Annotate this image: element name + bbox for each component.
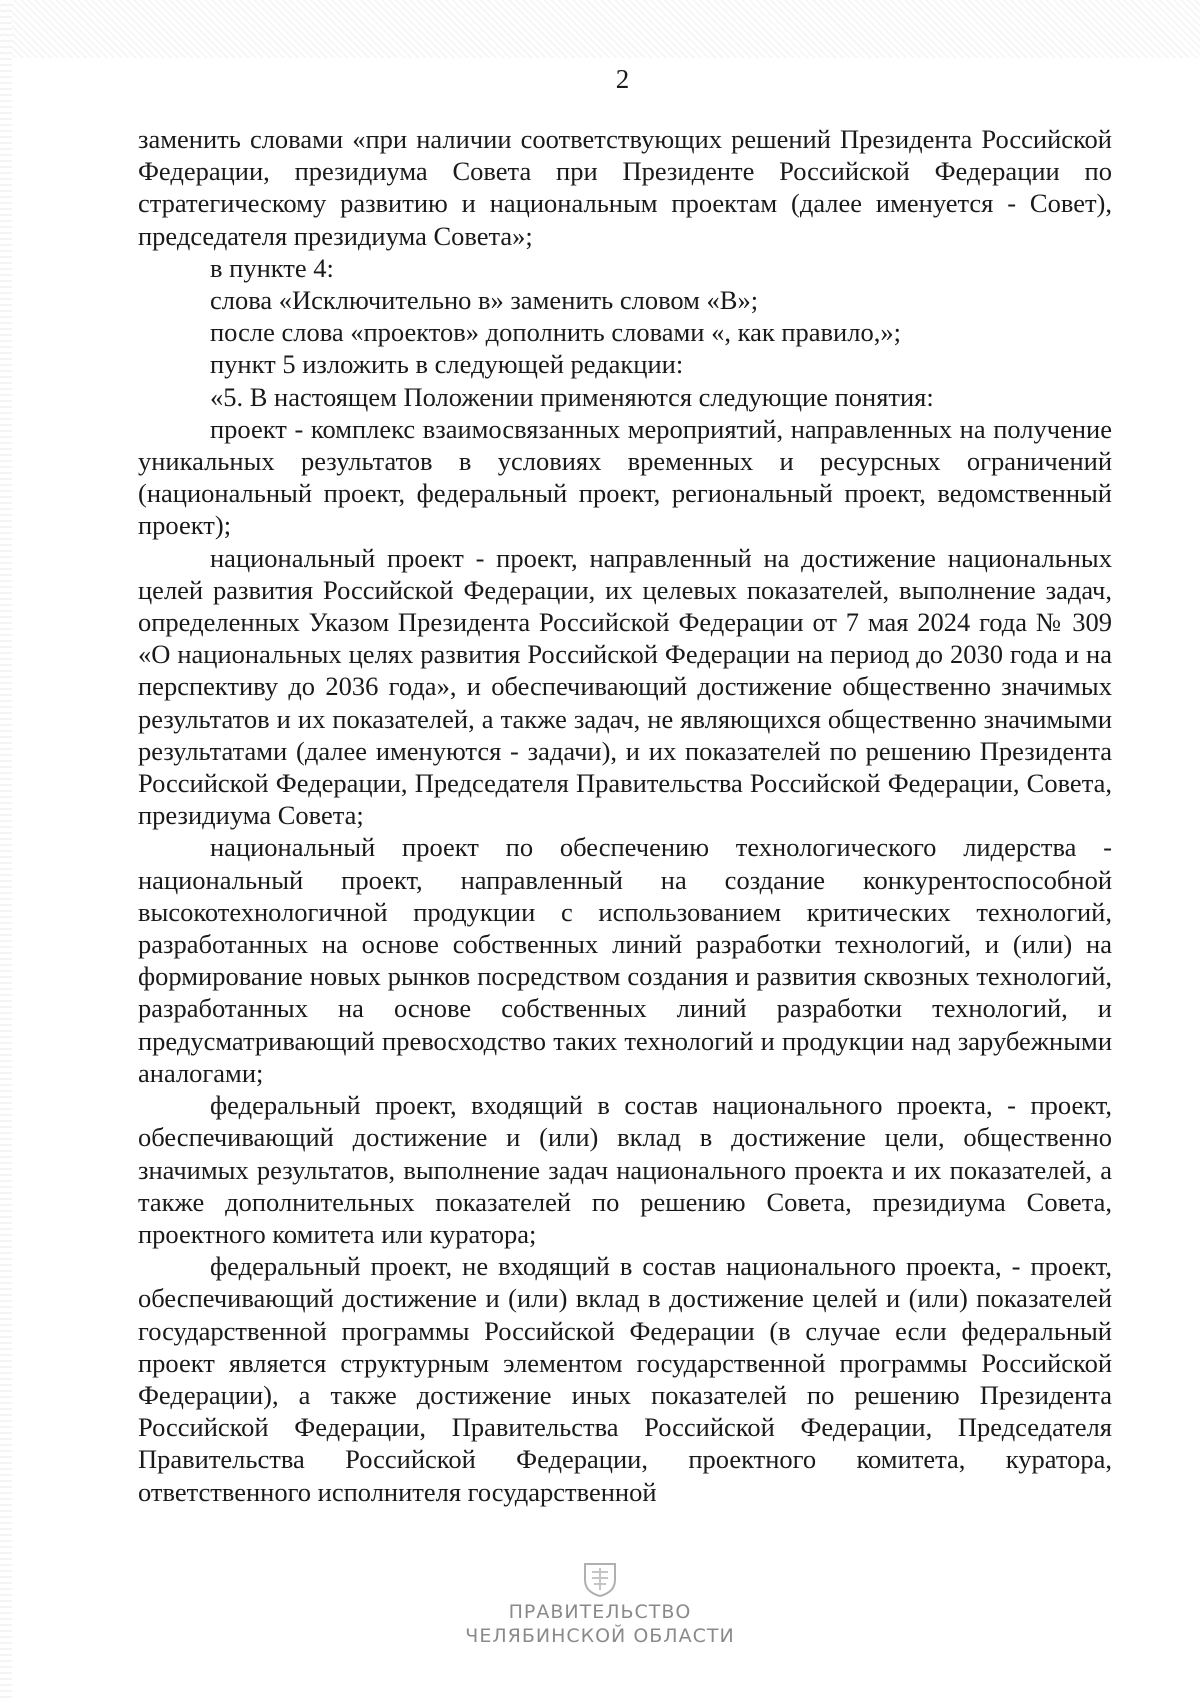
government-stamp	[0, 1558, 1200, 1648]
paragraph: «5. В настоящем Положении применяются следующие понятия:	[210, 381, 934, 412]
scan-edge-left	[0, 0, 12, 1698]
paragraph: национальный проект - проект, направленный на достижение национальных целей развития Российской Федерации, их целевых показателей, выполнение задач, определенных Указом Президента Российской Федерации от 7 мая 2024 года № 309 «О национальных целях развития Российской Федерации на период до 2030 года и на перспективу до 2036 года», и обеспечивающий достижение общественно значимых результатов и их показателей, а также задач, не являющихся общественно значимыми результатами (далее именуются - задачи), и их показателей по решению Президента Российской Федерации, Председателя Правительства Российской Федерации, Совета, президиума Совета;	[138, 542, 1112, 831]
paragraph: пункт 5 изложить в следующей редакции:	[210, 349, 684, 380]
paragraph: слова «Исключительно в» заменить словом «В»;	[210, 285, 759, 316]
stamp-line-2: ЧЕЛЯБИНСКОЙ ОБЛАСТИ	[465, 1625, 735, 1647]
paragraph: национальный проект по обеспечению технологического лидерства - национальный проект, направленный на создание конкурентоспособной высокотехнологичной продукции с использованием критических технологий, разработанных на основе собственных линий разработки технологий, и (или) на формирование новых рынков посредством создания и развития сквозных технологий, разработанных на основе собственных линий разработки технологий, и предусматривающий превосходство таких технологий и продукции над зарубежными аналогами;	[138, 832, 1112, 1088]
paragraph: проект - комплекс взаимосвязанных мероприятий, направленных на получение уникальных результатов в условиях временных и ресурсных ограничений (национальный проект, федеральный проект, региональный проект, ведомственный проект);	[138, 413, 1112, 541]
paragraph: федеральный проект, не входящий в состав национального проекта, - проект, обеспечивающий достижение и (или) вклад в достижение целей и (или) показателей государственной программы Российской Федерации (в случае если федеральный проект является структурным элементом государственной программы Российской Федерации), а также достижение иных показателей по решению Президента Российской Федерации, Правительства Российской Федерации, Председателя Правительства Российской Федерации, проектного комитета, куратора, ответственного исполнителя государственной	[138, 1251, 1112, 1507]
stamp-line-1: ПРАВИТЕЛЬСТВО	[508, 1601, 692, 1623]
document-body	[138, 123, 1112, 1508]
page-number: 2	[615, 64, 630, 94]
scan-edge-top	[0, 0, 1200, 58]
paragraph: в пункте 4:	[210, 252, 334, 283]
coat-of-arms-icon	[581, 1558, 619, 1598]
paragraph: федеральный проект, входящий в состав национального проекта, - проект, обеспечивающий достижение и (или) вклад в достижение цели, общественно значимых результатов, выполнение задач национального проекта и их показателей, а также дополнительных показателей по решению Совета, президиума Совета, проектного комитета или куратора;	[138, 1090, 1112, 1249]
paragraph: после слова «проектов» дополнить словами «, как правило,»;	[210, 317, 901, 348]
paragraph: заменить словами «при наличии соответствующих решений Президента Российской Федерации, президиума Совета при Президенте Российской Федерации по стратегическому развитию и национальным проектам (далее именуется - Совет), председателя президиума Совета»;	[138, 124, 1112, 251]
